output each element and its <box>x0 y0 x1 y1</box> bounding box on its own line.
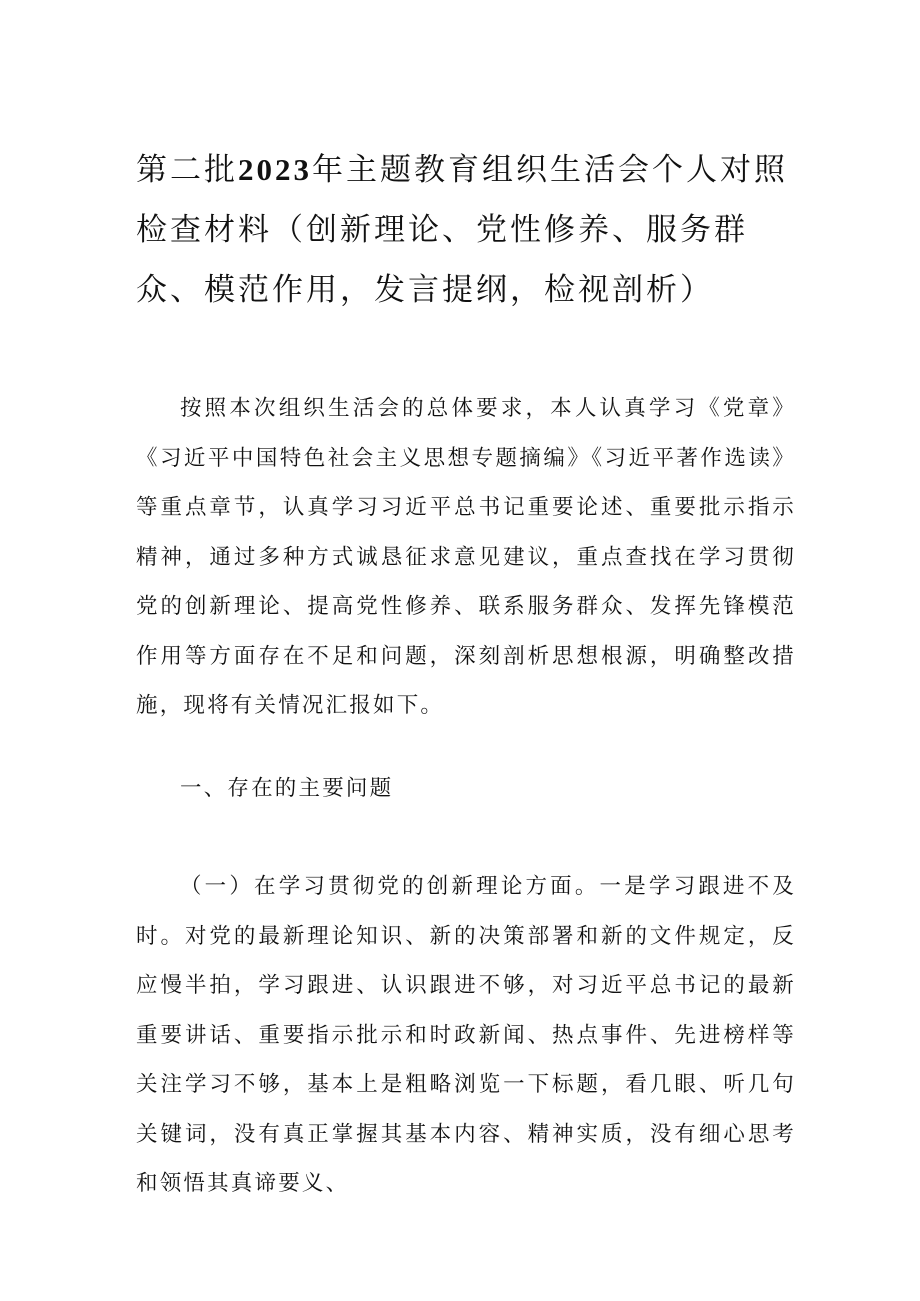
title-prefix: 第二批 <box>136 152 238 188</box>
section-paragraph: （一）在学习贯彻党的创新理论方面。一是学习跟进不及时。对党的最新理论知识、新的决策部署和新的文件规定，反应慢半拍，学习跟进、认识跟进不够，对习近平总书记的最新重要讲话、重要指示批示和时政新闻、热点事件、先进榜样等关注学习不够，基本上是粗略浏览一下标题，看几眼、听几句关键词，没有真正掌握其基本内容、精神实质，没有细心思考和领悟其真谛要义、 <box>136 874 796 1196</box>
intro-paragraph: 按照本次组织生活会的总体要求，本人认真学习《党章》《习近平中国特色社会主义思想专题摘编》《习近平著作选读》等重点章节，认真学习习近平总书记重要论述、重要批示指示精神，通过多种方式诚恳征求意见建议，重点查找在学习贯彻党的创新理论、提高党性修养、联系服务群众、发挥先锋模范作用等方面存在不足和问题，深刻剖析思想根源，明确整改措施，现将有关情况汇报如下。 <box>136 396 796 718</box>
document-title <box>136 140 796 320</box>
title-year: 2023 <box>238 152 312 187</box>
title-suffix: 年主题教育组织生活会个人对照检查材料（创新理论、党性修养、服务群众、模范作用，发言提纲，检视剖析） <box>136 152 788 308</box>
section-heading: 一、存在的主要问题 <box>180 776 394 801</box>
